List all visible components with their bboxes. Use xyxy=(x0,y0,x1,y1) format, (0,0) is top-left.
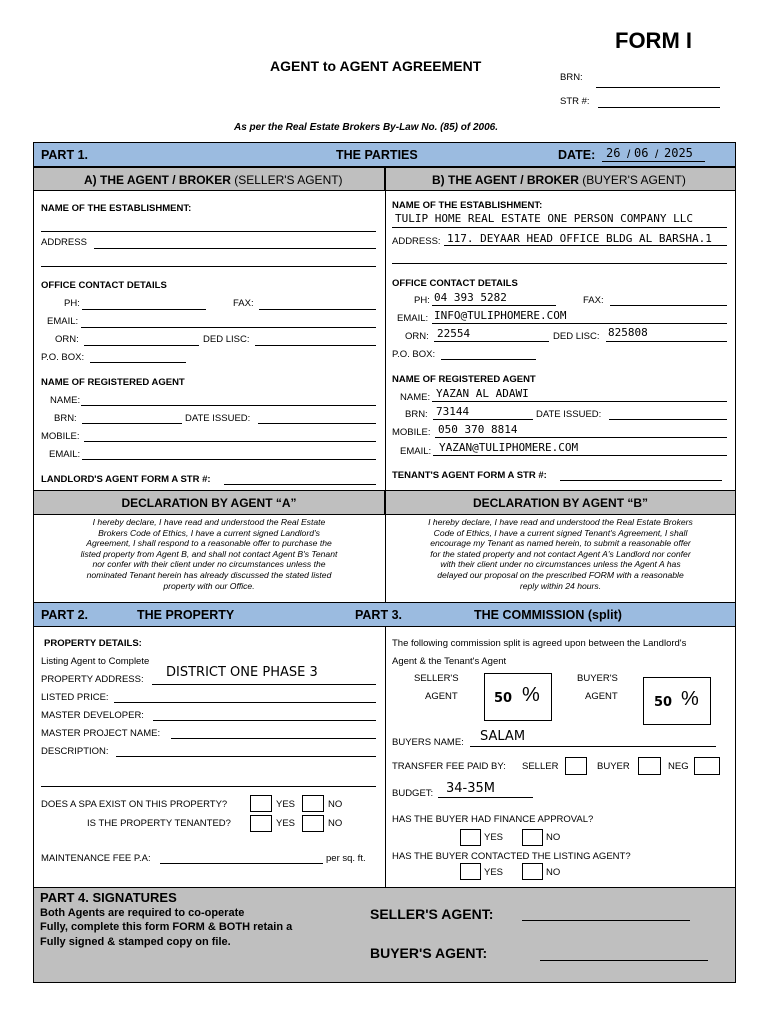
finance-question: HAS THE BUYER HAD FINANCE APPROVAL? xyxy=(392,814,594,825)
a-establishment-field[interactable] xyxy=(41,231,376,232)
b-address-label: ADDRESS: xyxy=(392,236,441,247)
a-str-label: LANDLORD'S AGENT FORM A STR #: xyxy=(41,474,211,485)
a-brn-label: BRN: xyxy=(54,413,77,424)
brn-field[interactable] xyxy=(596,87,720,88)
tenanted-yes-label: YES xyxy=(276,818,296,829)
b-orn-field[interactable] xyxy=(434,341,549,342)
buyer-agent-label-1: BUYER'S xyxy=(577,673,618,684)
b-establishment-label: NAME OF THE ESTABLISHMENT: xyxy=(392,200,543,211)
agent-b-heading-rest: (BUYER'S AGENT) xyxy=(582,173,686,187)
description-field[interactable] xyxy=(116,756,376,757)
contacted-no-checkbox[interactable] xyxy=(522,863,543,880)
b-fax-label: FAX: xyxy=(583,295,604,306)
declaration-b-line: I hereby declare, I have read and understood the Real Estate Brokers xyxy=(428,517,693,527)
a-ph-field[interactable] xyxy=(82,309,206,310)
declaration-a-line: Brokers Code of Ethics, I have a current signed Landlord's xyxy=(98,527,320,538)
b-name-label: NAME: xyxy=(400,392,431,403)
tenanted-question: IS THE PROPERTY TENANTED? xyxy=(87,818,231,829)
budget-field[interactable] xyxy=(438,797,533,798)
description-label: DESCRIPTION: xyxy=(41,746,109,757)
a-name-label: NAME: xyxy=(50,395,81,406)
b-pobox-label: P.O. BOX: xyxy=(392,349,436,360)
finance-yes-checkbox[interactable] xyxy=(460,829,481,846)
date-day: 26 xyxy=(606,146,621,160)
declaration-b-line: for the stated property and not contact Agent A's Landlord nor confer xyxy=(430,548,691,559)
a-establishment-label: NAME OF THE ESTABLISHMENT: xyxy=(41,203,192,214)
a-mobile-field[interactable] xyxy=(84,441,376,442)
agent-a-heading xyxy=(84,173,343,187)
per-sqft-label: per sq. ft. xyxy=(326,853,366,864)
b-email-field[interactable] xyxy=(432,323,727,324)
part1-title: THE PARTIES xyxy=(336,148,418,162)
b-mobile-field[interactable] xyxy=(435,437,727,438)
buyers-name-field[interactable] xyxy=(470,746,716,747)
commission-intro-2: Agent & the Tenant's Agent xyxy=(392,656,507,667)
a-date-issued-field[interactable] xyxy=(258,423,376,424)
part4-line-3: Fully signed & stamped copy on file. xyxy=(40,936,231,948)
master-developer-field[interactable] xyxy=(153,720,376,721)
a-email-label: EMAIL: xyxy=(47,316,79,327)
b-office-contact-label: OFFICE CONTACT DETAILS xyxy=(392,278,518,289)
buyer-agent-label-2: AGENT xyxy=(585,691,618,702)
a-orn-label: ORN: xyxy=(55,334,79,345)
b-email-value: INFO@TULIPHOMERE.COM xyxy=(434,309,567,322)
b-agent-email-value: YAZAN@TULIPHOMERE.COM xyxy=(439,441,579,454)
agent-a-heading-rest: (SELLER'S AGENT) xyxy=(234,173,343,187)
b-agent-email-label: EMAIL: xyxy=(400,446,432,457)
form-label: FORM I xyxy=(615,28,692,53)
maintenance-fee-field[interactable] xyxy=(160,863,323,864)
b-str-label: TENANT'S AGENT FORM A STR #: xyxy=(392,470,547,481)
a-office-contact-label: OFFICE CONTACT DETAILS xyxy=(41,280,167,291)
date-year: 2025 xyxy=(664,146,693,160)
declaration-b-line: with their client under no circumstances unless the Agent A has xyxy=(440,559,681,570)
spa-question: DOES A SPA EXIST ON THIS PROPERTY? xyxy=(41,799,228,810)
b-establishment-value: TULIP HOME REAL ESTATE ONE PERSON COMPANY LLC xyxy=(395,212,694,225)
b-brn-value: 73144 xyxy=(436,405,470,418)
commission-intro-1: The following commission split is agreed upon between the Landlord's xyxy=(392,638,687,649)
b-brn-field[interactable] xyxy=(433,419,533,420)
part1-label: PART 1. xyxy=(41,148,88,162)
b-address-field-2[interactable] xyxy=(392,263,727,264)
b-establishment-field[interactable] xyxy=(392,227,727,228)
part4-title: PART 4. SIGNATURES xyxy=(40,890,177,905)
spa-yes-checkbox[interactable] xyxy=(250,795,272,812)
description-field-2[interactable] xyxy=(41,786,376,787)
b-brn-label: BRN: xyxy=(405,409,428,420)
finance-no-checkbox[interactable] xyxy=(522,829,543,846)
buyer-commission-value: 50 xyxy=(654,695,673,710)
declaration-a-line: I hereby declare, I have read and understood the Real Estate xyxy=(92,517,326,527)
part2-label: PART 2. xyxy=(41,608,88,622)
budget-value: 34-35M xyxy=(446,781,495,796)
date-sep-2: / xyxy=(655,147,659,161)
spa-no-checkbox[interactable] xyxy=(302,795,324,812)
a-ph-label: PH: xyxy=(64,298,80,309)
a-brn-field[interactable] xyxy=(82,423,182,424)
b-agent-email-field[interactable] xyxy=(433,455,727,456)
b-ph-field[interactable] xyxy=(432,305,556,306)
date-label: DATE: xyxy=(558,148,596,162)
declaration-b-line: delayed our proposal on the prescribed FORM with a reasonable xyxy=(437,569,684,580)
spa-no-label: NO xyxy=(328,799,343,810)
part3-label: PART 3. xyxy=(355,608,402,622)
a-agent-email-label: EMAIL: xyxy=(49,449,81,460)
listed-price-field[interactable] xyxy=(114,702,376,703)
b-pobox-field[interactable] xyxy=(441,359,536,360)
agent-b-heading-bold: B) THE AGENT / BROKER xyxy=(432,173,579,187)
declaration-b-line: encourage my Tenant as named herein, to submit a reasonable offer xyxy=(430,538,691,549)
declaration-a-text xyxy=(36,517,382,591)
property-address-label: PROPERTY ADDRESS: xyxy=(41,674,144,685)
tenanted-no-checkbox[interactable] xyxy=(302,815,324,832)
contacted-yes-label: YES xyxy=(484,867,504,878)
a-fax-field[interactable] xyxy=(259,309,376,310)
a-pobox-label: P.O. BOX: xyxy=(41,352,85,363)
buyer-signature-field[interactable] xyxy=(540,960,708,961)
a-fax-label: FAX: xyxy=(233,298,254,309)
property-details-label: PROPERTY DETAILS: xyxy=(44,638,142,649)
seller-commission-value: 50 xyxy=(494,691,513,706)
buyer-percent-sign: % xyxy=(681,688,699,710)
a-agent-email-field[interactable] xyxy=(82,459,376,460)
property-address-value: DISTRICT ONE PHASE 3 xyxy=(166,665,318,680)
tenanted-yes-checkbox[interactable] xyxy=(250,815,272,832)
bylaw-note: As per the Real Estate Brokers By-Law No. (85) of 2006. xyxy=(234,122,498,133)
finance-no-label: NO xyxy=(546,832,561,843)
b-address-field[interactable] xyxy=(444,245,727,246)
b-date-issued-field[interactable] xyxy=(609,419,727,420)
declaration-a-line: nominated Tenant herein has already discussed the stated listed xyxy=(86,569,332,580)
seller-percent-sign: % xyxy=(522,684,540,706)
b-ph-label: PH: xyxy=(414,295,430,306)
transfer-seller-label: SELLER xyxy=(522,761,559,772)
b-name-field[interactable] xyxy=(432,401,727,402)
declaration-b-line: Code of Ethics, I have a current signed Tenant's Agreement, I shall xyxy=(433,527,688,538)
listed-price-label: LISTED PRICE: xyxy=(41,692,109,703)
transfer-neg-checkbox[interactable] xyxy=(694,757,720,775)
date-month: 06 xyxy=(634,146,649,160)
declaration-a-line: nor confer with their client under no circumstances unless the xyxy=(92,559,326,570)
part4-line-2: Fully, complete this form FORM & BOTH retain a xyxy=(40,921,293,933)
column-divider-top xyxy=(385,191,386,602)
a-ded-field[interactable] xyxy=(255,345,376,346)
declaration-a-title: DECLARATION BY AGENT “A” xyxy=(121,496,297,510)
transfer-buyer-label: BUYER xyxy=(597,761,630,772)
agent-a-heading-bold: A) THE AGENT / BROKER xyxy=(84,173,231,187)
transfer-fee-label: TRANSFER FEE PAID BY: xyxy=(392,761,506,772)
b-date-issued-label: DATE ISSUED: xyxy=(536,409,602,420)
declaration-b-title: DECLARATION BY AGENT “B” xyxy=(472,496,649,510)
transfer-seller-checkbox[interactable] xyxy=(565,757,587,775)
contacted-no-label: NO xyxy=(546,867,561,878)
transfer-buyer-checkbox[interactable] xyxy=(638,757,661,775)
declaration-b-line: reply within 24 hours. xyxy=(519,580,602,591)
buyer-signature-label: BUYER'S AGENT: xyxy=(370,945,488,961)
contacted-question: HAS THE BUYER CONTACTED THE LISTING AGENT? xyxy=(392,851,631,862)
listing-agent-note: Listing Agent to Complete xyxy=(41,656,150,667)
b-ph-value: 04 393 5282 xyxy=(434,291,507,304)
declaration-a-line: property with our Office. xyxy=(163,580,255,591)
a-registered-agent-label: NAME OF REGISTERED AGENT xyxy=(41,377,185,388)
a-str-field[interactable] xyxy=(224,484,376,485)
b-orn-label: ORN: xyxy=(405,331,429,342)
column-divider-bottom xyxy=(385,627,386,887)
str-field[interactable] xyxy=(598,107,720,108)
b-str-field[interactable] xyxy=(560,480,722,481)
agent-b-heading xyxy=(432,173,686,187)
b-ded-field[interactable] xyxy=(606,341,727,342)
b-mobile-value: 050 370 8814 xyxy=(438,423,518,436)
date-sep-1: / xyxy=(627,147,631,161)
a-orn-field[interactable] xyxy=(84,345,199,346)
buyers-name-label: BUYERS NAME: xyxy=(392,737,464,748)
str-label: STR #: xyxy=(560,96,590,107)
master-project-label: MASTER PROJECT NAME: xyxy=(41,728,161,739)
b-address-value: 117. DEYAAR HEAD OFFICE BLDG AL BARSHA.1 xyxy=(447,232,712,245)
seller-signature-field[interactable] xyxy=(522,920,690,921)
seller-signature-label: SELLER'S AGENT: xyxy=(370,906,494,922)
b-registered-agent-label: NAME OF REGISTERED AGENT xyxy=(392,374,536,385)
page-title: AGENT to AGENT AGREEMENT xyxy=(270,58,482,74)
a-name-field[interactable] xyxy=(81,405,376,406)
tenanted-no-label: NO xyxy=(328,818,343,829)
declaration-b-text xyxy=(388,517,733,591)
a-pobox-field[interactable] xyxy=(90,362,186,363)
declaration-a-line: listed property from Agent B, and shall not contact Agent B's Tenant xyxy=(80,548,338,559)
b-orn-value: 22554 xyxy=(437,327,471,340)
part4-line-1: Both Agents are required to co-operate xyxy=(40,907,245,919)
contacted-yes-checkbox[interactable] xyxy=(460,863,481,880)
brn-label: BRN: xyxy=(560,72,583,83)
seller-agent-label-2: AGENT xyxy=(425,691,458,702)
finance-yes-label: YES xyxy=(484,832,504,843)
a-date-issued-label: DATE ISSUED: xyxy=(185,413,251,424)
a-mobile-label: MOBILE: xyxy=(41,431,80,442)
property-address-field[interactable] xyxy=(152,684,376,685)
seller-agent-label-1: SELLER'S xyxy=(414,673,459,684)
b-email-label: EMAIL: xyxy=(397,313,429,324)
b-mobile-label: MOBILE: xyxy=(392,427,431,438)
maintenance-fee-label: MAINTENANCE FEE P.A: xyxy=(41,853,151,864)
b-ded-value: 825808 xyxy=(608,326,648,339)
b-ded-label: DED LISC: xyxy=(553,331,600,342)
budget-label: BUDGET: xyxy=(392,788,434,799)
transfer-neg-label: NEG xyxy=(668,761,689,772)
a-address-field[interactable] xyxy=(94,248,376,249)
part3-title: THE COMMISSION (split) xyxy=(474,608,622,622)
master-developer-label: MASTER DEVELOPER: xyxy=(41,710,144,721)
date-field[interactable] xyxy=(602,161,705,162)
master-project-field[interactable] xyxy=(171,738,376,739)
buyers-name-value: SALAM xyxy=(480,729,526,744)
declaration-a-line: Agreement, I shall respond to a reasonable offer to purchase the xyxy=(86,538,332,549)
part2-title: THE PROPERTY xyxy=(137,608,235,622)
a-address-label: ADDRESS xyxy=(41,237,87,248)
a-address-field-2[interactable] xyxy=(41,266,376,267)
b-name-value: YAZAN AL ADAWI xyxy=(436,387,529,400)
a-email-field[interactable] xyxy=(81,327,376,328)
b-fax-field[interactable] xyxy=(610,305,727,306)
spa-yes-label: YES xyxy=(276,799,296,810)
a-ded-label: DED LISC: xyxy=(203,334,250,345)
